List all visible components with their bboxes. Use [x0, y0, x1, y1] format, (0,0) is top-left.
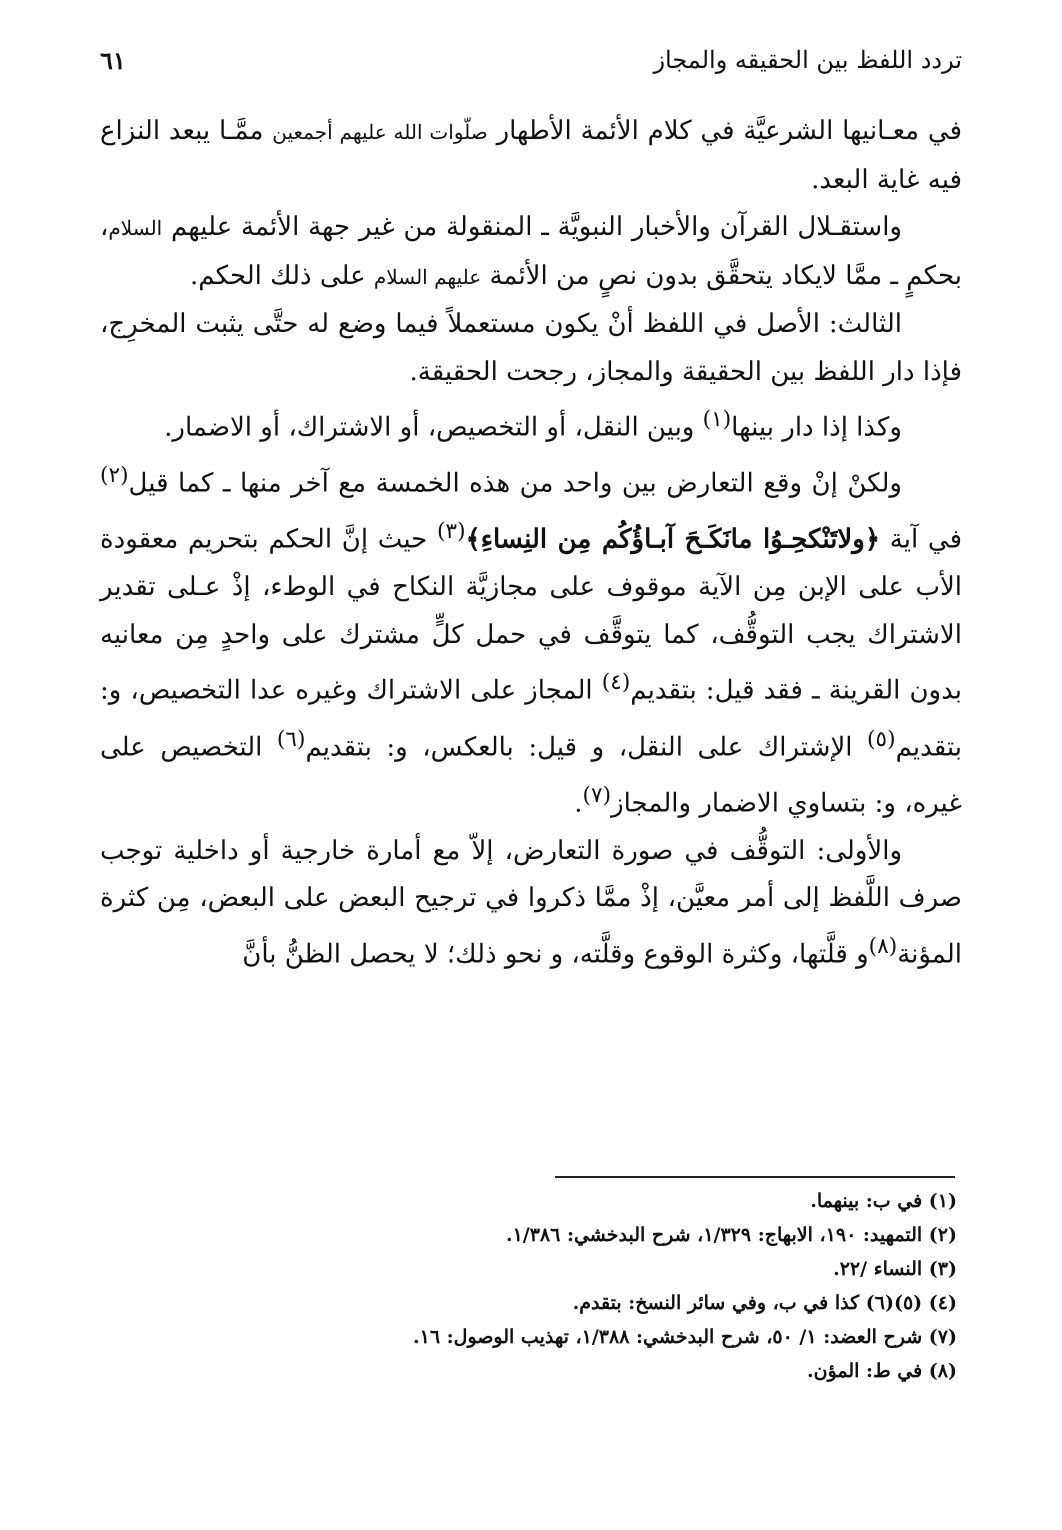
- paragraph-2: واستقـلال القرآن والأخبار النبويَّة ـ المنقولة من غير جهة الأئمة عليهم السلام، بحكمٍ ـ ممَّا لايكاد يتحقَّق بدون نصٍ من الأئمة عليهم السلام على ذلك الحكم.: [100, 212, 962, 291]
- salam-honorific-2: عليهم السلام: [373, 264, 482, 289]
- paragraph-1: في معـانيها الشرعيَّة في كلام الأئمة الأطهار صلّوات الله عليهم أجمعين ممَّـا يبعد النزاع فيه غاية البعد.: [100, 116, 962, 195]
- footnote-2: (٢) التمهيد: ١٩٠، الابهاج: ١/٣٢٩، شرح البدخشي: ١/٣٨٦.: [505, 1224, 957, 1246]
- footnote-divider: [555, 1176, 955, 1178]
- footnote-6: (٨) في ط: المؤن.: [807, 1360, 957, 1382]
- footnote-ref-3: (٣): [436, 519, 466, 545]
- footnote-ref-2: (٢): [100, 463, 129, 489]
- footnote-5: (٧) شرح العضد: ١/ ٥٠، شرح البدخشي: ١/٣٨٨، تهذيب الوصول: ١٦.: [413, 1326, 957, 1348]
- paragraph-6: والأولى: التوقُّف في صورة التعارض، إلاّ مع أمارة خارجية أو داخلية توجب صرف اللَّفظ إلى أمر معيَّن، إذْ ممَّا ذكروا في ترجيح البعض على البعض، مِن كثرة المؤنة$^{(٨)}$و قلَّتها، وكثرة الوقوع وقلَّته، و نحو ذلك؛ لا يحصل الظنُّ بأنَّ: [100, 835, 962, 970]
- footnote-ref-1: (١): [702, 407, 732, 432]
- footnote-ref-8: (٨): [868, 933, 898, 959]
- page-header: [100, 40, 962, 80]
- running-title: تردد اللفظ بين الحقيقه والمجاز: [653, 46, 962, 74]
- main-text: [100, 108, 962, 979]
- footnote-4: (٤) (٥)(٦) كذا في ب، وفي سائر النسخ: بتقدم.: [572, 1292, 957, 1314]
- salam-honorific: السلام: [108, 216, 163, 240]
- footnote-1: (١) في ب: بينهما.: [810, 1190, 957, 1212]
- quran-verse: ﴿ولاتَنْكحِـوُا مانَكَـحَ آبـاؤُكُم مِن النِساءِ﴾: [465, 524, 881, 555]
- paragraph-4: وكذا إذا دار بينها$^{(١)}$ وبين النقل، أو التخصيص، أو الاشتراك، أو الاضمار.: [164, 407, 902, 443]
- salawat-honorific: صلّوات الله عليهم أجمعين: [272, 120, 488, 144]
- footnote-ref-6: (٦): [276, 726, 306, 752]
- paragraph-5: ولكنْ إنْ وقع التعارض بين واحد من هذه الخمسة مع آخر منها ـ كما قيل$^{(٢)}$ في آية ﴿ولاتَنْكحِـوُا مانَكَـحَ آبـاؤُكُم مِن النِساءِ﴾$^{(٣)}$ حيث إنَّ الحكم بتحريم معقودة الأب على الإبن مِن الآية موقوف على مجازيَّة النكاح في الوطء، إذْ عـلى تقدير الاشتراك يجب التوقُّف، كما يتوقَّف في حمل كلٍّ مشترك على واحدٍ مِن معانيه بدون القرينة ـ فقد قيل: بتقديم$^{(٤)}$ المجاز على الاشتراك وغيره عدا التخصيص، و: بتقديم$^{(٥)}$ الإشتراك على النقل، و قيل: بالعكس، و: بتقديم$^{(٦)}$ التخصيص على غيره، و: بتساوي الاضمار والمجاز$^{(٧)}$.: [100, 463, 963, 819]
- footnote-3: (٣) النساء /٢٢.: [833, 1258, 957, 1280]
- footnote-ref-7: (٧): [582, 782, 612, 808]
- footnote-ref-5: (٥): [867, 726, 896, 752]
- footnotes: [100, 1184, 957, 1388]
- page-number: ٦١: [100, 45, 126, 75]
- footnote-ref-4: (٤): [601, 670, 631, 696]
- paragraph-3: الثالث: الأصل في اللفظ أنْ يكون مستعملاً فيما وضع له حتَّى يثبت المخرِج، فإذا دار اللفظ بين الحقيقة والمجاز، رجحت الحقيقة.: [100, 309, 962, 387]
